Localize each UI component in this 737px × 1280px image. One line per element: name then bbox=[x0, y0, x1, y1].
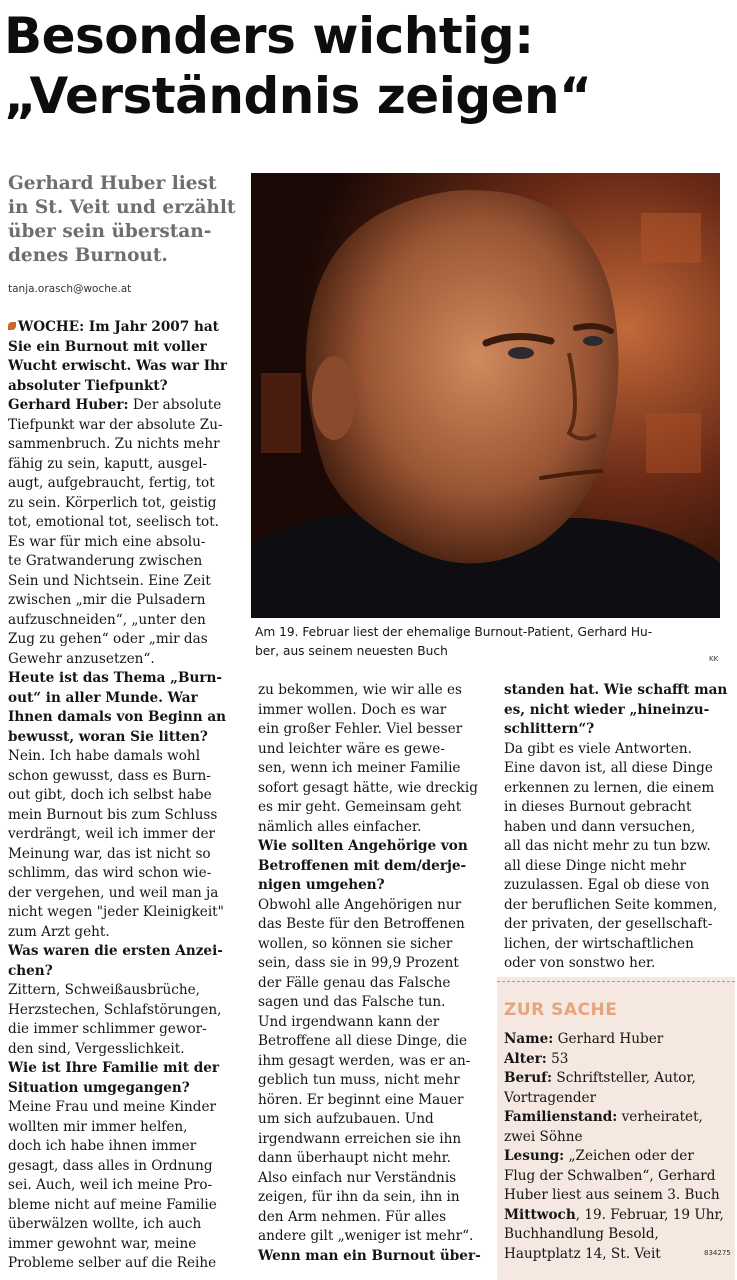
body-text: zwei Söhne bbox=[504, 1128, 583, 1145]
text-line bbox=[258, 1091, 490, 1111]
bold-text: Sie ein Burnout mit voller bbox=[8, 338, 207, 355]
text-line bbox=[8, 416, 246, 436]
bold-text: Familienstand: bbox=[504, 1109, 618, 1125]
text-line bbox=[504, 1186, 732, 1206]
text-line bbox=[8, 786, 246, 806]
body-text: Zittern, Schweißausbrüche, bbox=[8, 982, 200, 998]
text-line bbox=[8, 377, 246, 397]
body-text: sen, wenn ich meiner Familie bbox=[258, 760, 461, 776]
body-text: der vergehen, und weil man ja bbox=[8, 884, 219, 901]
body-text: verheiratet, bbox=[617, 1109, 703, 1125]
text-line bbox=[258, 1227, 490, 1247]
body-text: in dieses Burnout gebracht bbox=[504, 799, 692, 815]
text-line bbox=[8, 962, 246, 982]
body-text: Vortragender bbox=[504, 1089, 597, 1106]
text-line bbox=[8, 552, 246, 572]
bold-text: Was waren die ersten Anzei- bbox=[8, 943, 223, 959]
body-text: zeigen, für ihn da sein, ihn in bbox=[258, 1189, 460, 1205]
text-line bbox=[8, 650, 246, 670]
body-text: Tiefpunkt war der absolute Zu- bbox=[8, 416, 223, 433]
body-text: immer wollen. Doch es war bbox=[258, 701, 447, 718]
text-line bbox=[8, 455, 246, 475]
portrait-photo bbox=[251, 173, 720, 618]
text-line bbox=[504, 720, 734, 740]
text-line bbox=[504, 1206, 732, 1226]
text-line bbox=[8, 494, 246, 514]
text-line bbox=[258, 1130, 490, 1150]
text-line bbox=[258, 701, 490, 721]
body-text: zwischen „mir die Pulsadern bbox=[8, 592, 206, 608]
text-line bbox=[8, 669, 246, 689]
caption-date: Am 19. Februar bbox=[255, 625, 350, 639]
text-line bbox=[8, 611, 246, 631]
text-line bbox=[8, 318, 246, 338]
body-text: zum Arzt geht. bbox=[8, 923, 110, 940]
text-line bbox=[8, 942, 246, 962]
body-text: das Beste für den Betroffenen bbox=[258, 916, 465, 932]
body-text: zu bekommen, wie wir alle es bbox=[258, 682, 462, 698]
text-line bbox=[8, 1098, 246, 1118]
body-text: Der absolute bbox=[128, 397, 222, 413]
text-line bbox=[504, 1167, 732, 1187]
caption-line bbox=[255, 623, 735, 642]
body-text: verdrängt, weil ich immer der bbox=[8, 826, 216, 842]
text-line bbox=[8, 572, 246, 592]
author-email[interactable]: tanja.orasch@woche.at bbox=[8, 283, 132, 295]
bold-text: Ihnen damals von Beginn an bbox=[8, 709, 227, 725]
text-line bbox=[258, 993, 490, 1013]
text-line bbox=[258, 954, 490, 974]
text-line bbox=[8, 435, 246, 455]
bold-text: WOCHE: Im Jahr 2007 hat bbox=[18, 319, 219, 335]
body-text: zuzulassen. Egal ob diese von bbox=[504, 877, 710, 893]
bold-text: absoluter Tiefpunkt? bbox=[8, 377, 168, 394]
body-text: Es war für mich eine absolu- bbox=[8, 533, 206, 550]
text-line bbox=[504, 818, 734, 838]
bold-text: Gerhard Huber: bbox=[8, 397, 129, 413]
info-box-content bbox=[504, 1030, 732, 1264]
text-line bbox=[8, 338, 246, 358]
body-text: fähig zu sein, kaputt, ausgel- bbox=[8, 455, 208, 472]
text-line bbox=[258, 1052, 490, 1072]
body-text: sammenbruch. Zu nichts mehr bbox=[8, 436, 220, 452]
text-line bbox=[8, 630, 246, 650]
text-line bbox=[258, 935, 490, 955]
lead-line: über sein überstan- bbox=[8, 221, 212, 242]
bold-text: out“ in aller Munde. War bbox=[8, 689, 198, 706]
bold-text: schlittern“? bbox=[504, 721, 595, 737]
text-line bbox=[8, 474, 246, 494]
body-text: oder von sonstwo her. bbox=[504, 955, 656, 971]
body-text: mein Burnout bis zum Schluss bbox=[8, 806, 218, 823]
lead-line: in St. Veit und erzählt bbox=[8, 197, 236, 218]
body-text: die immer schlimmer gewor- bbox=[8, 1021, 207, 1037]
text-line bbox=[258, 915, 490, 935]
text-line bbox=[504, 779, 734, 799]
body-text: 53 bbox=[546, 1050, 569, 1067]
text-line bbox=[504, 759, 734, 779]
body-text: Huber liest aus seinem 3. Buch bbox=[504, 1187, 720, 1203]
text-line bbox=[8, 689, 246, 709]
text-line bbox=[8, 708, 246, 728]
body-text: tot, emotional tot, seelisch tot. bbox=[8, 514, 220, 530]
text-line bbox=[8, 513, 246, 533]
body-text: , 19. Februar, 19 Uhr, bbox=[575, 1206, 724, 1223]
text-line bbox=[8, 1157, 246, 1177]
body-text: Betroffene all diese Dinge, die bbox=[258, 1033, 468, 1049]
bold-text: chen? bbox=[8, 962, 53, 979]
body-text: um sich aufzubauen. Und bbox=[258, 1111, 434, 1127]
text-line bbox=[8, 1196, 246, 1216]
body-text: erkennen zu lernen, die einem bbox=[504, 779, 715, 796]
text-line bbox=[8, 923, 246, 943]
article-column-1 bbox=[8, 318, 246, 1274]
text-line bbox=[8, 1059, 246, 1079]
text-line bbox=[8, 533, 246, 553]
body-text: immer gewohnt war, meine bbox=[8, 1235, 197, 1252]
text-line bbox=[8, 1254, 246, 1274]
text-line bbox=[8, 1235, 246, 1255]
body-text: Eine davon ist, all diese Dinge bbox=[504, 760, 713, 776]
body-text: Schriftsteller, Autor, bbox=[552, 1070, 696, 1086]
text-line bbox=[8, 845, 246, 865]
text-line bbox=[258, 740, 490, 760]
text-line bbox=[504, 915, 734, 935]
body-text: Obwohl alle Angehörigen nur bbox=[258, 896, 462, 913]
lead-line: Gerhard Huber liest bbox=[8, 173, 217, 194]
text-line bbox=[8, 903, 246, 923]
body-text: Hauptplatz 14, St. Veit bbox=[504, 1245, 661, 1262]
body-text: schon gewusst, dass es Burn- bbox=[8, 767, 211, 784]
text-line bbox=[8, 728, 246, 748]
text-line bbox=[504, 954, 734, 974]
body-text: sein, dass sie in 99,9 Prozent bbox=[258, 955, 459, 971]
bold-text: Wucht erwischt. Was war Ihr bbox=[8, 358, 228, 374]
leaf-bullet-icon bbox=[8, 322, 16, 330]
text-line bbox=[8, 1020, 246, 1040]
body-text: dann überhaupt nicht mehr. bbox=[258, 1150, 452, 1166]
text-line bbox=[8, 1079, 246, 1099]
body-text: den Arm nehmen. Für alles bbox=[258, 1208, 447, 1225]
body-text: Gewehr anzusetzen“. bbox=[8, 650, 155, 667]
text-line bbox=[258, 1110, 490, 1130]
caption-text: liest der ehemalige Burnout-Patient, Gerhard Hu- bbox=[349, 625, 653, 639]
body-text: Da gibt es viele Antworten. bbox=[504, 740, 692, 757]
body-text: bleme nicht auf meine Familie bbox=[8, 1196, 217, 1213]
body-text: ein großer Fehler. Viel besser bbox=[258, 721, 463, 737]
body-text: sagen und das Falsche tun. bbox=[258, 994, 446, 1010]
body-text: te Gratwanderung zwischen bbox=[8, 553, 203, 569]
body-text: all diese Dinge nicht mehr bbox=[504, 857, 687, 874]
text-line bbox=[504, 681, 734, 701]
body-text: Zug zu gehen“ oder „mir das bbox=[8, 631, 208, 647]
text-line bbox=[504, 1089, 732, 1109]
text-line bbox=[8, 767, 246, 787]
bold-text: Situation umgegangen? bbox=[8, 1079, 190, 1096]
lead-line: denes Burnout. bbox=[8, 245, 168, 266]
text-line bbox=[258, 818, 490, 838]
body-text: aufzuschneiden“, „unter den bbox=[8, 611, 206, 628]
text-line bbox=[8, 357, 246, 377]
bold-text: es, nicht wieder „hineinzu- bbox=[504, 701, 710, 718]
text-line bbox=[258, 1013, 490, 1033]
body-text: haben und dann versuchen, bbox=[504, 818, 696, 835]
body-text: der Fälle genau das Falsche bbox=[258, 974, 451, 991]
text-line bbox=[504, 1147, 732, 1167]
bold-text: Beruf: bbox=[504, 1070, 553, 1086]
body-text: gesagt, dass alles in Ordnung bbox=[8, 1157, 213, 1174]
bold-text: Mittwoch bbox=[504, 1206, 576, 1223]
bold-text: bewusst, woran Sie litten? bbox=[8, 728, 208, 745]
text-line bbox=[504, 935, 734, 955]
text-line bbox=[504, 1030, 732, 1050]
headline-line-1: Besonders wichtig: bbox=[4, 7, 534, 65]
text-line bbox=[8, 981, 246, 1001]
text-line bbox=[258, 1169, 490, 1189]
body-text: geblich tun muss, nicht mehr bbox=[258, 1072, 460, 1088]
text-line bbox=[258, 1149, 490, 1169]
bold-text: nigen umgehen? bbox=[258, 877, 385, 893]
body-text: lichen, der wirtschaftlichen bbox=[504, 935, 694, 952]
body-text: überwälzen wollte, ich auch bbox=[8, 1216, 202, 1232]
body-text: out gibt, doch ich selbst habe bbox=[8, 787, 212, 803]
info-box-title: ZUR SACHE bbox=[504, 1000, 618, 1020]
bold-text: Alter: bbox=[504, 1050, 547, 1067]
text-line bbox=[8, 1176, 246, 1196]
text-line bbox=[258, 876, 490, 896]
body-text: den sind, Vergesslichkeit. bbox=[8, 1040, 185, 1057]
info-box-divider bbox=[497, 981, 735, 982]
text-line bbox=[258, 1032, 490, 1052]
headline bbox=[4, 6, 734, 126]
text-line bbox=[504, 798, 734, 818]
body-text: sofort gesagt hätte, wie dreckig bbox=[258, 779, 478, 796]
text-line bbox=[258, 837, 490, 857]
text-line bbox=[8, 864, 246, 884]
text-line bbox=[258, 1071, 490, 1091]
bold-text: Heute ist das Thema „Burn- bbox=[8, 670, 223, 686]
body-text: der beruflichen Seite kommen, bbox=[504, 896, 718, 913]
body-text: andere gilt „weniger ist mehr“. bbox=[258, 1228, 474, 1244]
body-text: Also einfach nur Verständnis bbox=[258, 1169, 457, 1186]
article-column-2 bbox=[258, 681, 490, 1266]
text-line bbox=[504, 1050, 732, 1070]
body-text: der privaten, der gesellschaft- bbox=[504, 916, 713, 932]
body-text: Flug der Schwalben“, Gerhard bbox=[504, 1167, 716, 1184]
body-text: Meinung war, das ist nicht so bbox=[8, 845, 211, 862]
photo-caption bbox=[255, 623, 735, 661]
text-line bbox=[504, 876, 734, 896]
bold-text: standen hat. Wie schafft man bbox=[504, 682, 728, 698]
body-text: und leichter wäre es gewe- bbox=[258, 740, 445, 757]
text-line bbox=[258, 896, 490, 916]
text-line bbox=[504, 1069, 732, 1089]
text-line bbox=[258, 759, 490, 779]
body-text: irgendwann erreichen sie ihn bbox=[258, 1130, 462, 1147]
text-line bbox=[8, 1040, 246, 1060]
text-line bbox=[258, 779, 490, 799]
body-text: zu sein. Körperlich tot, geistig bbox=[8, 494, 217, 511]
body-text: Nein. Ich habe damals wohl bbox=[8, 748, 201, 764]
text-line bbox=[504, 837, 734, 857]
body-text: hören. Er beginnt eine Mauer bbox=[258, 1091, 464, 1108]
text-line bbox=[8, 884, 246, 904]
text-line bbox=[258, 1208, 490, 1228]
body-text: Gerhard Huber bbox=[553, 1031, 664, 1047]
text-line bbox=[258, 857, 490, 877]
headline-line-2: „Verständnis zeigen“ bbox=[4, 67, 592, 125]
text-line bbox=[504, 896, 734, 916]
body-text: ihm gesagt werden, was er an- bbox=[258, 1052, 471, 1069]
body-text: all das nicht mehr zu tun bzw. bbox=[504, 838, 711, 854]
bold-text: Wie sollten Angehörige von bbox=[258, 838, 468, 854]
text-line bbox=[8, 1137, 246, 1157]
text-line bbox=[258, 974, 490, 994]
body-text: Probleme selber auf die Reihe bbox=[8, 1255, 217, 1271]
body-text: „Zeichen oder der bbox=[564, 1148, 694, 1164]
body-text: augt, aufgebraucht, fertig, tot bbox=[8, 475, 215, 491]
body-text: sei. Auch, weil ich meine Pro- bbox=[8, 1177, 213, 1193]
text-line bbox=[504, 701, 734, 721]
body-text: nicht wegen "jeder Kleinigkeit" bbox=[8, 904, 224, 920]
body-text: Herzstechen, Schlafstörungen, bbox=[8, 1001, 222, 1018]
body-text: wollen, so können sie sicher bbox=[258, 935, 453, 952]
text-line bbox=[258, 798, 490, 818]
text-line bbox=[258, 681, 490, 701]
text-line bbox=[258, 720, 490, 740]
lead-paragraph bbox=[8, 172, 244, 268]
body-text: wollten mir immer helfen, bbox=[8, 1118, 188, 1135]
article-column-3 bbox=[504, 681, 734, 974]
text-line bbox=[504, 1225, 732, 1245]
bold-text: Name: bbox=[504, 1031, 554, 1047]
text-line bbox=[8, 396, 246, 416]
bold-text: Betroffenen mit dem/derje- bbox=[258, 857, 467, 874]
bold-text: Wenn man ein Burnout über- bbox=[258, 1247, 481, 1264]
text-line bbox=[8, 1215, 246, 1235]
text-line bbox=[8, 1001, 246, 1021]
photo-credit: KK bbox=[709, 655, 719, 663]
text-line bbox=[504, 1245, 732, 1265]
body-text: doch ich habe ihnen immer bbox=[8, 1138, 197, 1154]
text-line bbox=[504, 740, 734, 760]
text-line bbox=[504, 1128, 732, 1148]
text-line bbox=[504, 1108, 732, 1128]
body-text: Meine Frau und meine Kinder bbox=[8, 1099, 216, 1115]
body-text: es mir geht. Gemeinsam geht bbox=[258, 799, 462, 815]
text-line bbox=[258, 1247, 490, 1267]
text-line bbox=[8, 806, 246, 826]
text-line bbox=[8, 591, 246, 611]
bold-text: Lesung: bbox=[504, 1148, 565, 1164]
body-text: Buchhandlung Besold, bbox=[504, 1226, 659, 1242]
bold-text: Wie ist Ihre Familie mit der bbox=[8, 1060, 220, 1076]
caption-line: ber, aus seinem neuesten Buch bbox=[255, 644, 448, 658]
text-line bbox=[504, 857, 734, 877]
text-line bbox=[8, 825, 246, 845]
text-line bbox=[258, 1188, 490, 1208]
body-text: Sein und Nichtsein. Eine Zeit bbox=[8, 572, 211, 589]
body-text: Und irgendwann kann der bbox=[258, 1013, 440, 1030]
body-text: nämlich alles einfacher. bbox=[258, 818, 422, 835]
text-line bbox=[8, 1118, 246, 1138]
body-text: schlimm, das wird schon wie- bbox=[8, 865, 212, 881]
text-line bbox=[8, 747, 246, 767]
ad-code: 834275 bbox=[704, 1249, 731, 1257]
